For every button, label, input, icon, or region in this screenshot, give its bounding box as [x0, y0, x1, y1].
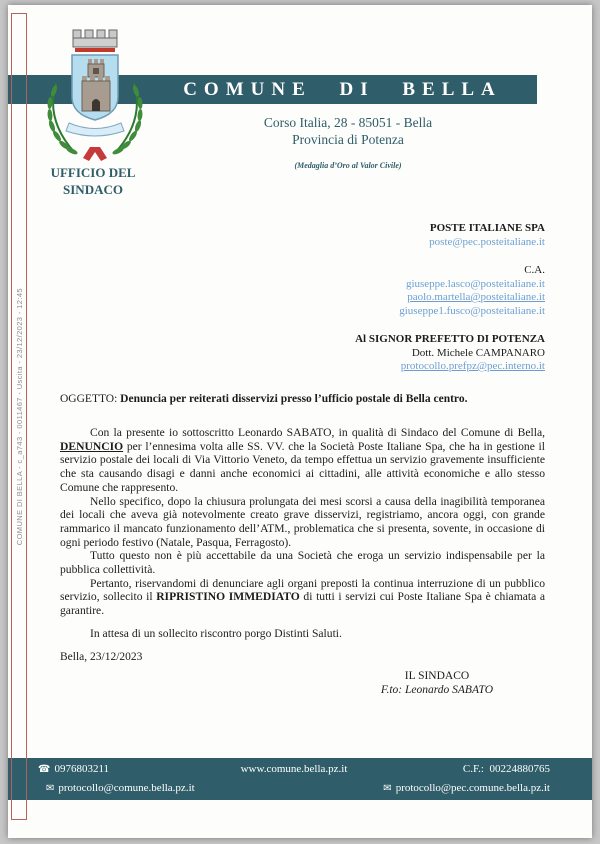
cf-value: 00224880765: [489, 763, 550, 775]
municipality-title: COMUNE DI BELLA: [183, 79, 502, 100]
paragraph: Nello specifico, dopo la chiusura prolungata dei mesi scorsi a causa della inagibilità temporanea dei locali che aveva già notevolmente creato grave disservizi, registriamo, ancora oggi, con grande rammarico il mancato funzionamento dell’ATM., problematica che si presenta, sovente, in occasione di ogni periodo festivo (Natale, Pasqua, Ferragosto).: [60, 494, 545, 549]
signature-block: [342, 669, 532, 697]
paragraph: Tutto questo non è più accettabile da una Società che eroga un servizio indispensabile per la pubblica collettività.: [60, 549, 545, 577]
footer-row-1: [38, 760, 550, 779]
email-link-lasco[interactable]: giuseppe.lasco@posteitaliane.it: [405, 277, 545, 290]
office-label: [24, 164, 162, 198]
protocol-stamp-box: [11, 13, 27, 820]
address-line: Provincia di Potenza: [292, 131, 404, 147]
scroll-ribbon: [66, 123, 124, 136]
subject-line: [60, 393, 545, 405]
letter-body: [60, 426, 545, 641]
footer-email-link-2[interactable]: protocollo@pec.comune.bella.pz.it: [395, 782, 550, 794]
paragraph: [60, 426, 545, 495]
recipient-prefetto: Al SIGNOR PREFETTO DI POTENZA: [355, 333, 545, 345]
office-line: SINDACO: [63, 182, 123, 197]
phone-icon: ☎: [38, 764, 51, 775]
subject-label: OGGETTO:: [60, 393, 118, 405]
subject-text: Denuncia per reiterati disservizi presso l’ufficio postale di Bella centro.: [120, 393, 468, 405]
email-link-martella[interactable]: paolo.martella@posteitaliane.it: [407, 291, 545, 303]
envelope-icon: ✉: [46, 783, 55, 794]
footer-email-2: [298, 779, 550, 798]
email-link-prefettura[interactable]: protocollo.prefpz@pec.interno.it: [400, 360, 545, 372]
footer-band: [8, 758, 592, 800]
mural-crown-icon: [73, 30, 117, 52]
paragraph-text: di tutti i servizi cui Poste Italiane Spa è chiamata a garantire.: [60, 590, 545, 618]
protocol-stamp-text: COMUNE DI BELLA - c_a743 - 0011467 - Uscita - 23/12/2023 - 12:45: [14, 287, 24, 546]
paragraph-text: Con la presente io sottoscritto Leonardo SABATO, in qualità di Sindaco del Comune di Bella,: [90, 426, 545, 439]
footer-email-1: [46, 779, 298, 798]
denuncio-emphasis: DENUNCIO: [60, 439, 124, 453]
footer-phone: [38, 760, 241, 779]
medal-line: (Medaglia d’Oro al Valor Civile): [294, 161, 402, 170]
signature-role: IL SINDACO: [404, 670, 470, 682]
signature-name: F.to: Leonardo SABATO: [380, 684, 494, 696]
phone-number: 0976803211: [54, 763, 110, 775]
footer-cf: [347, 760, 550, 779]
envelope-icon: ✉: [383, 783, 392, 794]
office-line: UFFICIO DEL: [50, 165, 136, 180]
ca-label: C.A.: [524, 264, 545, 276]
spacer: [208, 318, 545, 333]
spacer: [208, 249, 545, 264]
paragraph-text: Pertanto, riservandomi di denunciare agli organi preposti la continua interruzione di un pubblico servizio, sollecito il: [60, 576, 545, 604]
address-block: [158, 115, 538, 175]
ripristino-emphasis: RIPRISTINO IMMEDIATO: [156, 590, 300, 604]
address-line: Corso Italia, 28 - 85051 - Bella: [263, 115, 433, 130]
letter-page: [8, 5, 592, 838]
email-link-fusco[interactable]: giuseppe1.fusco@posteitaliane.it: [399, 304, 545, 317]
cf-label: C.F.:: [462, 763, 484, 775]
coat-of-arms: [42, 25, 148, 167]
footer-email-link-1[interactable]: protocollo@comune.bella.pz.it: [58, 782, 195, 794]
recipient-poste-italiane: POSTE ITALIANE SPA: [429, 222, 545, 234]
footer-row-2: [38, 779, 550, 798]
closing-line: In attesa di un sollecito riscontro porgo Distinti Saluti.: [90, 626, 342, 640]
footer-website-link[interactable]: www.comune.bella.pz.it: [240, 763, 348, 775]
dateline: Bella, 23/12/2023: [60, 651, 143, 663]
recipients-block: [208, 222, 545, 374]
paragraph-text: per l’ennesima volta alle SS. VV. che la Società Poste Italiane Spa, che ha in gestione il servizio postale dei locali di Via Vittorio Veneto, da tempo effettua un servizio gravemente insufficiente che sta causando disagi e danni anche economici ai cittadini, alle attività economiche e allo stesso Comune che rappresento.: [60, 439, 545, 494]
ribbon-bow-icon: [83, 147, 107, 161]
recipient-prefetto-person: Dott. Michele CAMPANARO: [411, 346, 545, 359]
paragraph: [60, 577, 545, 618]
email-link-poste[interactable]: poste@pec.posteitaliane.it: [429, 235, 545, 248]
